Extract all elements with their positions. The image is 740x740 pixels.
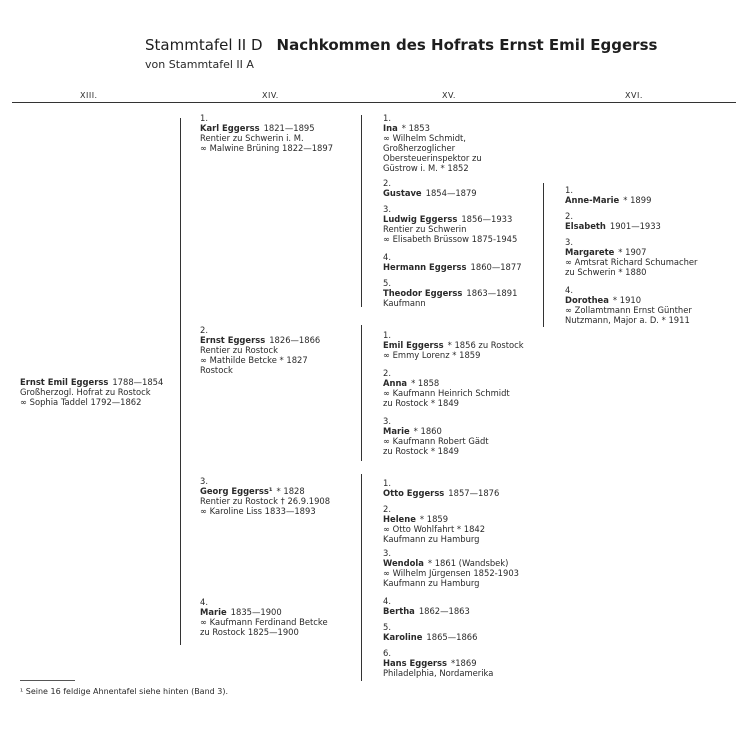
person-name: Ina: [383, 123, 398, 133]
person-note: Philadelphia, Nordamerika: [383, 668, 494, 678]
person-dates: 1856—1933: [461, 214, 513, 224]
person-note: Rentier zu Schwerin: [383, 224, 467, 234]
person-dates: * 1828: [276, 486, 305, 496]
person-great-grandchild: [565, 237, 698, 277]
person-dates: * 1853: [401, 123, 430, 133]
page-title: [145, 36, 657, 54]
person-dates: 1865—1866: [426, 632, 478, 642]
person-name: Karl Eggerss: [200, 123, 260, 133]
person-note: Güstrow i. M. * 1852: [383, 163, 469, 173]
person-number: 4.: [383, 252, 391, 262]
person-grandchild: [383, 596, 470, 616]
person-dates: 1863—1891: [466, 288, 518, 298]
person-note: Kaufmann: [383, 298, 426, 308]
person-grandchild: [383, 178, 477, 198]
person-dates: *1869: [451, 658, 477, 668]
person-dates: * 1910: [612, 295, 642, 305]
person-grandchild: [383, 478, 499, 498]
person-name: Dorothea: [565, 295, 609, 305]
person-note: ∞ Karoline Liss 1833—1893: [200, 506, 316, 516]
person-grandchild: [383, 368, 510, 408]
person-note: Kaufmann zu Hamburg: [383, 578, 480, 588]
person-grandchild: [383, 416, 489, 456]
person-note: ∞ Wilhelm Schmidt,: [383, 133, 466, 143]
person-dates: * 1858: [411, 378, 440, 388]
person-dates: 1857—1876: [448, 488, 500, 498]
header-rule: [12, 102, 736, 103]
connector-bar: [361, 115, 362, 307]
subtitle: von Stammtafel II A: [145, 58, 254, 71]
person-name: Gustave: [383, 188, 422, 198]
person-number: 1.: [383, 478, 391, 488]
person-name: Marie: [383, 426, 410, 436]
person-name: Ernst Eggerss: [200, 335, 266, 345]
person-number: 1.: [200, 113, 208, 123]
person-child: [200, 597, 328, 637]
person-name: Emil Eggerss: [383, 340, 444, 350]
person-grandchild: [383, 204, 517, 244]
person-name: Marie: [200, 607, 227, 617]
person-note: ∞ Wilhelm Jürgensen 1852-1903: [383, 568, 519, 578]
person-grandchild: [383, 548, 519, 588]
person-name: Wendola: [383, 558, 424, 568]
person-note: Rentier zu Rostock: [200, 345, 278, 355]
footnote-rule: [20, 680, 75, 681]
title-right: Nachkommen des Hofrats Ernst Emil Eggerss: [276, 36, 658, 54]
person-note: ∞ Otto Wohlfahrt * 1842: [383, 524, 486, 534]
generation-label: XVI.: [625, 91, 643, 100]
person-note: Großherzoglicher: [383, 143, 456, 153]
person-dates: * 1859: [419, 514, 449, 524]
person-grandchild: [383, 252, 522, 272]
person-number: 2.: [565, 211, 573, 221]
person-number: 2.: [383, 178, 391, 188]
person-note: Rostock: [200, 365, 233, 375]
connector-bar: [361, 325, 362, 461]
person-dates: * 1861 (Wandsbek): [427, 558, 509, 568]
title-left: Stammtafel II D: [145, 36, 263, 54]
person-note: ∞ Elisabeth Brüssow 1875-1945: [383, 234, 518, 244]
connector-bar: [180, 118, 181, 645]
person-dates: * 1856 zu Rostock: [447, 340, 524, 350]
person-note: Rentier zu Schwerin i. M.: [200, 133, 304, 143]
footnote: ¹ Seine 16 feldige Ahnentafel siehe hinten (Band 3).: [20, 687, 229, 696]
person-dates: * 1860: [413, 426, 442, 436]
person-number: 4.: [200, 597, 208, 607]
person-name: Theodor Eggerss: [383, 288, 463, 298]
person-number: 3.: [383, 416, 391, 426]
person-note: zu Rostock * 1849: [383, 446, 459, 456]
person-root: [20, 377, 163, 407]
person-note: ∞ Emmy Lorenz * 1859: [383, 350, 481, 360]
person-number: 5.: [383, 278, 391, 288]
generation-label: XV.: [442, 91, 456, 100]
person-number: 2.: [200, 325, 208, 335]
person-note: ∞ Kaufmann Robert Gädt: [383, 436, 489, 446]
person-number: 2.: [383, 368, 391, 378]
person-note: zu Rostock * 1849: [383, 398, 459, 408]
person-note: ∞ Sophia Taddel 1792—1862: [20, 397, 142, 407]
person-name: Anne-Marie: [565, 195, 620, 205]
person-dates: 1854—1879: [425, 188, 477, 198]
person-name: Anna: [383, 378, 408, 388]
person-note: Rentier zu Rostock † 26.9.1908: [200, 496, 331, 506]
person-grandchild: [383, 622, 477, 642]
person-name: Helene: [383, 514, 416, 524]
person-number: 1.: [383, 113, 391, 123]
person-name: Bertha: [383, 606, 415, 616]
person-number: 3.: [383, 548, 391, 558]
person-child: [200, 325, 320, 375]
person-number: 3.: [383, 204, 391, 214]
person-note: Obersteuerinspektor zu: [383, 153, 482, 163]
person-great-grandchild: [565, 211, 661, 231]
person-name: Hans Eggerss: [383, 658, 448, 668]
person-number: 1.: [383, 330, 391, 340]
generation-label: XIII.: [80, 91, 98, 100]
person-number: 1.: [565, 185, 573, 195]
person-great-grandchild: [565, 285, 692, 325]
person-name: Elsabeth: [565, 221, 606, 231]
person-note: ∞ Malwine Brüning 1822—1897: [200, 143, 334, 153]
person-note: zu Rostock 1825—1900: [200, 627, 299, 637]
person-note: ∞ Amtsrat Richard Schumacher: [565, 257, 698, 267]
person-grandchild: [383, 278, 517, 308]
person-name: Karoline: [383, 632, 423, 642]
person-note: ∞ Kaufmann Heinrich Schmidt: [383, 388, 510, 398]
person-number: 4.: [383, 596, 391, 606]
connector-bar: [361, 474, 362, 681]
person-dates: 1826—1866: [269, 335, 321, 345]
person-dates: 1862—1863: [418, 606, 470, 616]
person-number: 6.: [383, 648, 391, 658]
person-child: [200, 113, 333, 153]
person-dates: 1901—1933: [609, 221, 661, 231]
person-grandchild: [383, 330, 524, 360]
person-name: Margarete: [565, 247, 615, 257]
person-name: Otto Eggerss: [383, 488, 445, 498]
person-number: 3.: [565, 237, 573, 247]
person-grandchild: [383, 504, 485, 544]
person-name: Hermann Eggerss: [383, 262, 467, 272]
person-note: zu Schwerin * 1880: [565, 267, 647, 277]
person-name: Ludwig Eggerss: [383, 214, 458, 224]
person-grandchild: [383, 113, 482, 173]
person-dates: * 1899: [623, 195, 652, 205]
person-dates: 1860—1877: [470, 262, 522, 272]
person-dates: 1788—1854: [112, 377, 164, 387]
person-note: Nutzmann, Major a. D. * 1911: [565, 315, 690, 325]
person-dates: 1821—1895: [263, 123, 315, 133]
person-note: ∞ Mathilde Betcke * 1827: [200, 355, 308, 365]
person-name: Ernst Emil Eggerss: [20, 377, 109, 387]
person-note: Großherzogl. Hofrat zu Rostock: [20, 387, 151, 397]
person-dates: * 1907: [618, 247, 647, 257]
person-note: ∞ Kaufmann Ferdinand Betcke: [200, 617, 328, 627]
person-number: 5.: [383, 622, 391, 632]
person-dates: 1835—1900: [230, 607, 282, 617]
person-number: 2.: [383, 504, 391, 514]
person-number: 4.: [565, 285, 573, 295]
connector-bar: [543, 183, 544, 327]
generation-label: XIV.: [262, 91, 279, 100]
person-number: 3.: [200, 476, 208, 486]
person-child: [200, 476, 330, 516]
person-note: ∞ Zollamtmann Ernst Günther: [565, 305, 692, 315]
person-name: Georg Eggerss¹: [200, 486, 273, 496]
person-great-grandchild: [565, 185, 651, 205]
person-note: Kaufmann zu Hamburg: [383, 534, 480, 544]
person-grandchild: [383, 648, 493, 678]
